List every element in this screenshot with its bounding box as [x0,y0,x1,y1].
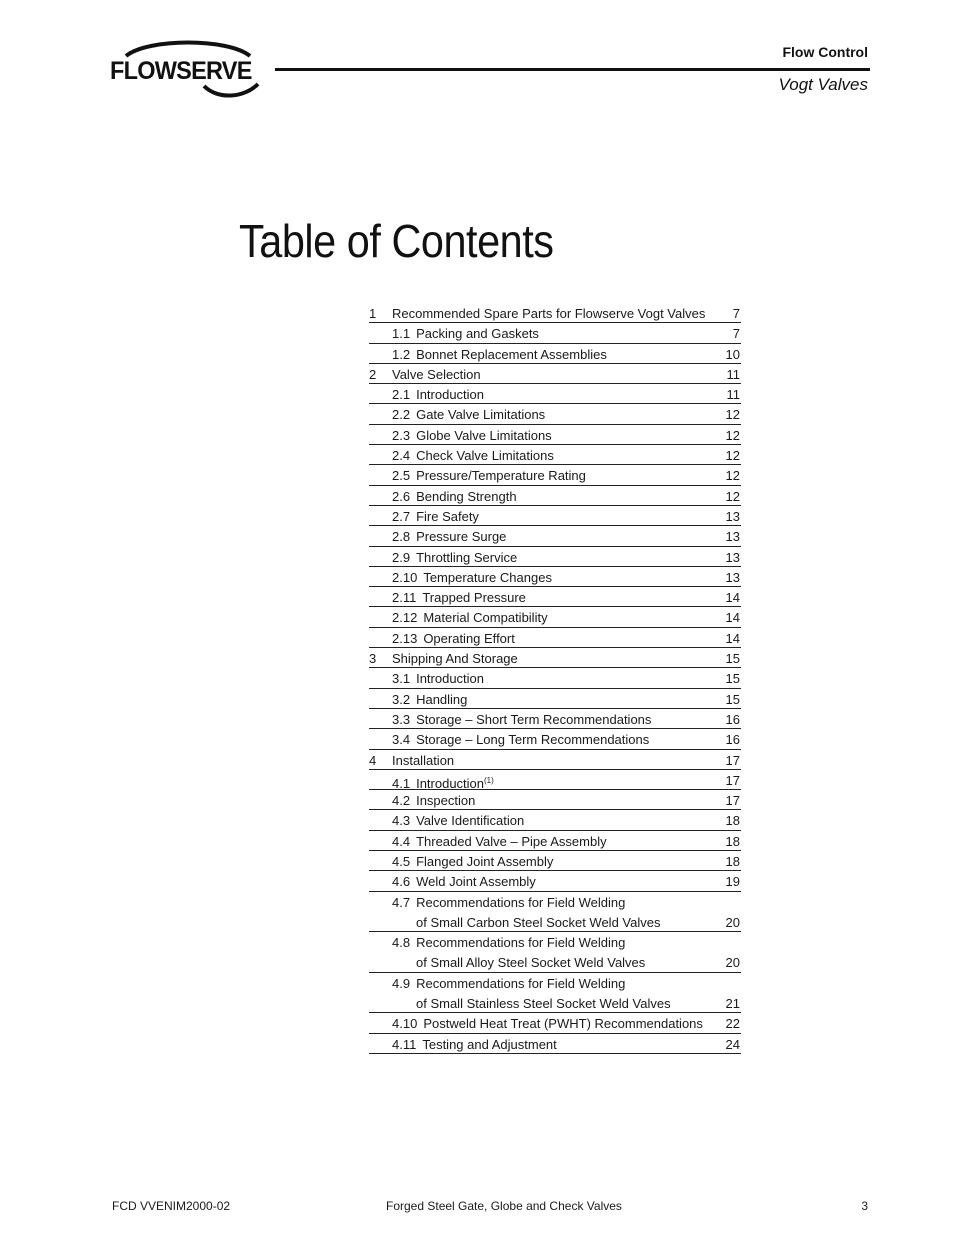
toc-page-number: 18 [725,854,740,870]
toc-subsection-number: 4.1 [392,775,411,791]
toc-entry [392,872,536,891]
flowserve-logo [108,40,268,102]
toc-entry-title-continued: of Small Carbon Steel Socket Weld Valves [416,914,661,930]
toc-entry-title: Valve Selection [392,366,481,382]
toc-page-number: 11 [726,387,740,403]
toc-entry [392,974,625,993]
toc-row [369,729,741,749]
toc-subsection-number: 4.6 [392,874,411,890]
toc-entry-title-continued: of Small Stainless Steel Socket Weld Valves [416,995,671,1011]
toc-entry [392,629,515,648]
toc-page-number: 13 [725,569,740,585]
toc-entry [392,568,552,587]
toc-entry-title: Threaded Valve – Pipe Assembly [416,833,607,849]
toc-page-number: 15 [725,671,740,687]
toc-row [369,567,741,587]
toc-subsection-number: 1.1 [392,326,411,342]
toc-entry [392,527,506,546]
toc-row [369,303,741,323]
toc-row [369,770,741,790]
toc-entry [392,405,545,424]
toc-row [369,628,741,648]
toc-entry [392,548,517,567]
toc-entry-title: Check Valve Limitations [416,448,554,464]
toc-entry-title: Valve Identification [416,813,525,829]
toc-subsection-number: 4.3 [392,813,411,829]
toc-entry [392,893,625,912]
toc-footnote-marker: (1) [484,775,494,785]
footer-doc-title: Forged Steel Gate, Globe and Check Valves [386,1199,622,1213]
toc-section-number: 2 [369,366,377,382]
toc-row [369,668,741,688]
toc-entry-title: Weld Joint Assembly [416,874,536,890]
toc-entry-title-continued: of Small Alloy Steel Socket Weld Valves [416,955,646,971]
toc-subsection-number: 2.10 [392,569,418,585]
toc-row [369,932,741,973]
toc-row [369,790,741,810]
toc-entry-title: Throttling Service [416,549,518,565]
toc-page-number: 12 [725,427,740,443]
toc-row [369,445,741,465]
header-rule [275,68,870,71]
toc-entry-title: Shipping And Storage [392,651,518,667]
toc-subsection-number: 4.5 [392,854,411,870]
toc-section-number: 1 [369,306,377,321]
toc-entry [392,385,484,404]
toc-entry [392,791,475,810]
toc-subsection-number: 2.1 [392,387,411,403]
toc-row [369,465,741,485]
toc-subsection-number: 2.8 [392,529,411,545]
toc-subsection-number: 4.9 [392,975,411,991]
toc-entry-title: Fire Safety [416,508,479,524]
toc-page-number: 17 [725,793,740,809]
toc-subsection-number: 2.11 [392,590,417,606]
toc-page-number: 16 [725,732,740,748]
toc-entry [392,446,554,465]
toc-page-number: 18 [725,813,740,829]
toc-page-number: 20 [725,955,740,971]
toc-entry-title: Material Compatibility [423,610,548,626]
toc-entry [392,507,479,526]
toc-entry [392,324,539,343]
toc-subsection-number: 4.11 [392,1036,417,1052]
toc-row [369,871,741,891]
toc-entry-title: Globe Valve Limitations [416,427,552,443]
toc-entry-title: Operating Effort [423,630,515,646]
toc-row [369,404,741,424]
toc-row [369,486,741,506]
toc-subsection-number: 2.6 [392,488,411,504]
toc-page-number: 13 [725,529,740,545]
toc-row [369,384,741,404]
toc-page-number: 12 [725,468,740,484]
toc-page-number: 14 [725,610,740,626]
toc-entry [392,710,651,729]
toc-entry [392,345,607,364]
toc-page-number: 7 [732,306,740,321]
toc-entry-title: Introduction [416,775,485,791]
toc-page-number: 21 [725,995,740,1011]
toc-entry [392,852,553,871]
toc-page-number: 13 [725,549,740,565]
toc-entry [392,1035,557,1054]
toc-subsection-number: 4.10 [392,1016,418,1032]
toc-table [369,303,741,1054]
toc-subsection-number: 2.3 [392,427,411,443]
toc-page-number: 18 [725,833,740,849]
toc-page-number: 11 [726,366,740,382]
toc-entry-title: Postweld Heat Treat (PWHT) Recommendations [423,1016,703,1032]
toc-page-number: 17 [725,752,740,768]
toc-entry [392,466,586,485]
toc-entry-title: Bonnet Replacement Assemblies [416,346,607,362]
toc-row [369,587,741,607]
toc-row [369,1034,741,1054]
toc-subsection-number: 2.7 [392,508,411,524]
toc-entry [392,608,548,627]
toc-entry-title: Testing and Adjustment [422,1036,557,1052]
toc-entry [392,933,625,952]
toc-page-number: 13 [725,508,740,524]
toc-page-number: 20 [725,914,740,930]
toc-subsection-number: 4.4 [392,833,411,849]
toc-entry-title: Introduction [416,671,485,687]
toc-page-number: 24 [725,1036,740,1052]
toc-row [369,851,741,871]
toc-subsection-number: 2.9 [392,549,411,565]
toc-page-number: 16 [725,711,740,727]
toc-entry-title: Recommended Spare Parts for Flowserve Vogt Valves [392,306,706,321]
toc-page-number: 10 [725,346,740,362]
toc-row [369,831,741,851]
toc-subsection-number: 4.8 [392,935,411,951]
toc-entry-title: Storage – Short Term Recommendations [416,711,652,727]
toc-row [369,709,741,729]
page-title: Table of Contents [239,215,554,267]
toc-row [369,344,741,364]
toc-page-number: 14 [725,590,740,606]
toc-page-number: 19 [725,874,740,890]
toc-entry-title: Introduction [416,387,485,403]
toc-entry [392,426,552,445]
toc-entry-title: Bending Strength [416,488,517,504]
toc-entry [392,811,524,830]
toc-entry-title: Trapped Pressure [422,590,526,606]
toc-row [369,1013,741,1033]
toc-subsection-number: 3.3 [392,711,411,727]
toc-subsection-number: 1.2 [392,346,411,362]
toc-entry [392,832,607,851]
toc-row [369,892,741,933]
toc-row [369,973,741,1014]
toc-row [369,364,741,384]
toc-subsection-number: 2.5 [392,468,411,484]
toc-entry-title: Inspection [416,793,476,809]
toc-entry-title: Pressure Surge [416,529,507,545]
toc-entry-title: Gate Valve Limitations [416,407,546,423]
toc-row [369,607,741,627]
toc-entry-title: Recommendations for Field Welding [416,975,626,991]
toc-section-number: 3 [369,651,377,667]
toc-subsection-number: 2.2 [392,407,411,423]
toc-row [369,526,741,546]
footer-page-number: 3 [861,1199,868,1213]
toc-page-number: 14 [725,630,740,646]
toc-entry-title: Handling [416,691,468,707]
toc-row [369,648,741,668]
logo-wordmark: FLOWSERVE [110,57,252,85]
toc-section-number: 4 [369,752,377,768]
toc-subsection-number: 3.2 [392,691,411,707]
toc-page-number: 12 [725,488,740,504]
toc-page-number: 7 [732,326,740,342]
toc-entry-title: Packing and Gaskets [416,326,539,342]
toc-row [369,323,741,343]
toc-subsection-number: 2.12 [392,610,418,626]
toc-entry [392,669,484,688]
toc-entry-title: Flanged Joint Assembly [416,854,554,870]
toc-subsection-number: 4.7 [392,894,411,910]
footer-doc-code: FCD VVENIM2000-02 [112,1199,231,1213]
toc-entry [392,730,649,749]
toc-entry [392,588,526,607]
toc-entry [392,690,467,709]
toc-entry-title: Storage – Long Term Recommendations [416,732,650,748]
toc-page-number: 12 [725,407,740,423]
toc-entry-title: Temperature Changes [423,569,552,585]
toc-entry [392,487,517,506]
toc-page-number: 17 [725,772,740,788]
toc-page-number: 15 [725,651,740,667]
toc-page-number: 12 [725,448,740,464]
toc-entry-title: Pressure/Temperature Rating [416,468,586,484]
toc-subsection-number: 3.4 [392,732,411,748]
toc-entry-title: Recommendations for Field Welding [416,935,626,951]
toc-row [369,689,741,709]
toc-entry-title: Installation [392,752,455,768]
toc-subsection-number: 4.2 [392,793,411,809]
header-brand: Flow Control [782,44,868,60]
toc-subsection-number: 3.1 [392,671,411,687]
toc-subsection-number: 2.13 [392,630,418,646]
toc-row [369,750,741,770]
toc-row [369,547,741,567]
toc-row [369,810,741,830]
toc-row [369,425,741,445]
toc-entry [392,1014,703,1033]
toc-row [369,506,741,526]
toc-entry-title: Recommendations for Field Welding [416,894,626,910]
toc-subsection-number: 2.4 [392,448,411,464]
toc-page-number: 15 [725,691,740,707]
header-subtitle: Vogt Valves [778,75,868,94]
toc-page-number: 22 [725,1016,740,1032]
